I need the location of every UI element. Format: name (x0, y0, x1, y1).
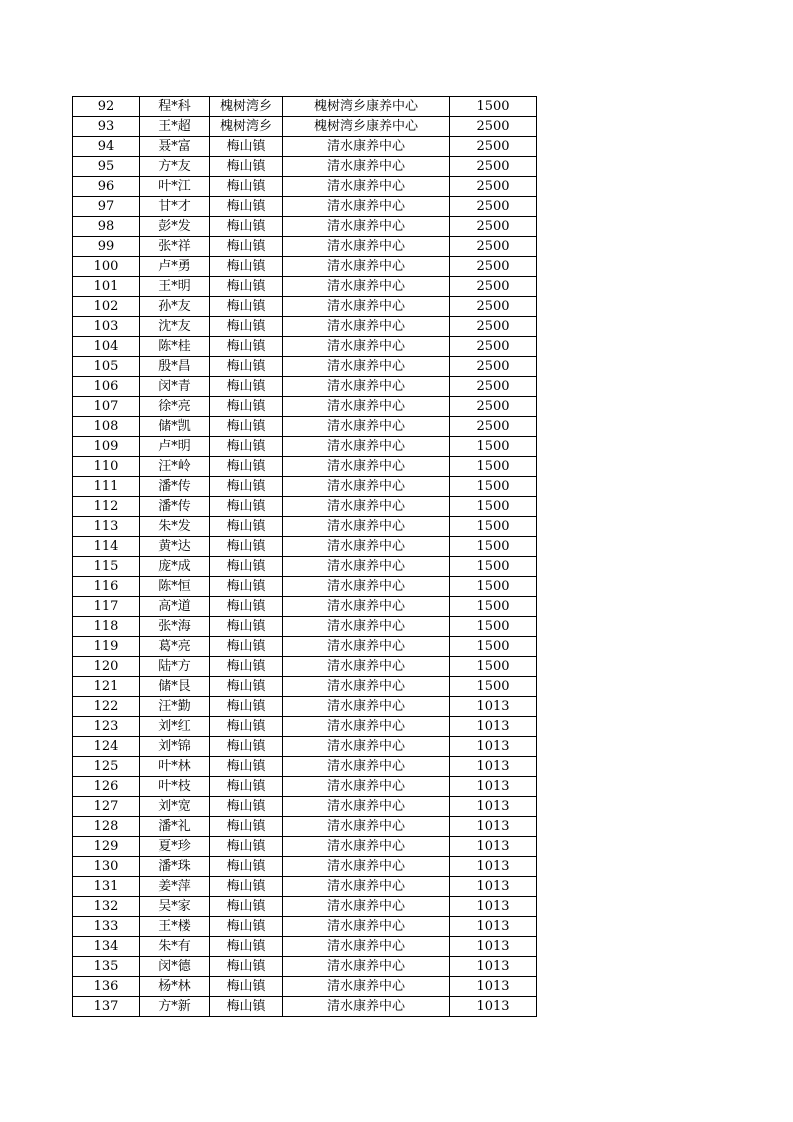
institution-cell: 清水康养中心 (283, 857, 450, 877)
institution-cell: 清水康养中心 (283, 137, 450, 157)
institution-cell: 清水康养中心 (283, 437, 450, 457)
name-cell: 沈*友 (140, 317, 210, 337)
row-number-cell: 134 (73, 937, 140, 957)
amount-cell: 1500 (450, 97, 537, 117)
table-row (73, 357, 537, 377)
name-cell: 潘*珠 (140, 857, 210, 877)
institution-cell: 清水康养中心 (283, 737, 450, 757)
name-cell: 叶*江 (140, 177, 210, 197)
row-number-cell: 99 (73, 237, 140, 257)
town-cell: 梅山镇 (210, 557, 283, 577)
name-cell: 黄*达 (140, 537, 210, 557)
amount-cell: 2500 (450, 157, 537, 177)
institution-cell: 清水康养中心 (283, 497, 450, 517)
amount-cell: 1500 (450, 617, 537, 637)
institution-cell: 清水康养中心 (283, 797, 450, 817)
table-row (73, 177, 537, 197)
town-cell: 梅山镇 (210, 457, 283, 477)
row-number-cell: 132 (73, 897, 140, 917)
amount-cell: 1013 (450, 977, 537, 997)
institution-cell: 清水康养中心 (283, 617, 450, 637)
amount-cell: 2500 (450, 177, 537, 197)
row-number-cell: 129 (73, 837, 140, 857)
row-number-cell: 123 (73, 717, 140, 737)
institution-cell: 清水康养中心 (283, 297, 450, 317)
row-number-cell: 135 (73, 957, 140, 977)
name-cell: 王*超 (140, 117, 210, 137)
town-cell: 梅山镇 (210, 977, 283, 997)
amount-cell: 2500 (450, 337, 537, 357)
amount-cell: 1013 (450, 877, 537, 897)
institution-cell: 清水康养中心 (283, 557, 450, 577)
institution-cell: 清水康养中心 (283, 277, 450, 297)
name-cell: 汪*勤 (140, 697, 210, 717)
amount-cell: 1500 (450, 677, 537, 697)
name-cell: 张*海 (140, 617, 210, 637)
table-row (73, 437, 537, 457)
town-cell: 梅山镇 (210, 277, 283, 297)
institution-cell: 清水康养中心 (283, 577, 450, 597)
town-cell: 梅山镇 (210, 657, 283, 677)
name-cell: 聂*富 (140, 137, 210, 157)
amount-cell: 1500 (450, 437, 537, 457)
amount-cell: 2500 (450, 117, 537, 137)
amount-cell: 1500 (450, 517, 537, 537)
row-number-cell: 96 (73, 177, 140, 197)
name-cell: 刘*宽 (140, 797, 210, 817)
town-cell: 槐树湾乡 (210, 117, 283, 137)
table-row (73, 137, 537, 157)
town-cell: 梅山镇 (210, 637, 283, 657)
name-cell: 庞*成 (140, 557, 210, 577)
town-cell: 梅山镇 (210, 137, 283, 157)
town-cell: 梅山镇 (210, 697, 283, 717)
row-number-cell: 114 (73, 537, 140, 557)
table-row (73, 877, 537, 897)
name-cell: 方*新 (140, 997, 210, 1017)
table-row (73, 917, 537, 937)
amount-cell: 2500 (450, 237, 537, 257)
row-number-cell: 121 (73, 677, 140, 697)
table-row (73, 697, 537, 717)
row-number-cell: 112 (73, 497, 140, 517)
town-cell: 梅山镇 (210, 997, 283, 1017)
row-number-cell: 106 (73, 377, 140, 397)
row-number-cell: 133 (73, 917, 140, 937)
name-cell: 叶*枝 (140, 777, 210, 797)
town-cell: 梅山镇 (210, 317, 283, 337)
amount-cell: 1500 (450, 557, 537, 577)
town-cell: 梅山镇 (210, 197, 283, 217)
amount-cell: 2500 (450, 357, 537, 377)
name-cell: 陆*方 (140, 657, 210, 677)
name-cell: 闵*德 (140, 957, 210, 977)
name-cell: 卢*勇 (140, 257, 210, 277)
row-number-cell: 122 (73, 697, 140, 717)
table-row (73, 617, 537, 637)
town-cell: 梅山镇 (210, 777, 283, 797)
row-number-cell: 101 (73, 277, 140, 297)
name-cell: 闵*青 (140, 377, 210, 397)
row-number-cell: 116 (73, 577, 140, 597)
institution-cell: 清水康养中心 (283, 217, 450, 237)
town-cell: 梅山镇 (210, 897, 283, 917)
institution-cell: 清水康养中心 (283, 377, 450, 397)
name-cell: 殷*昌 (140, 357, 210, 377)
row-number-cell: 110 (73, 457, 140, 477)
name-cell: 王*明 (140, 277, 210, 297)
name-cell: 叶*林 (140, 757, 210, 777)
row-number-cell: 102 (73, 297, 140, 317)
table-row (73, 497, 537, 517)
town-cell: 梅山镇 (210, 417, 283, 437)
row-number-cell: 97 (73, 197, 140, 217)
amount-cell: 1013 (450, 757, 537, 777)
table-row (73, 957, 537, 977)
row-number-cell: 95 (73, 157, 140, 177)
row-number-cell: 119 (73, 637, 140, 657)
town-cell: 梅山镇 (210, 617, 283, 637)
name-cell: 程*科 (140, 97, 210, 117)
institution-cell: 清水康养中心 (283, 477, 450, 497)
name-cell: 朱*发 (140, 517, 210, 537)
row-number-cell: 117 (73, 597, 140, 617)
name-cell: 甘*才 (140, 197, 210, 217)
amount-cell: 1013 (450, 717, 537, 737)
name-cell: 徐*亮 (140, 397, 210, 417)
town-cell: 梅山镇 (210, 717, 283, 737)
row-number-cell: 131 (73, 877, 140, 897)
amount-cell: 1013 (450, 957, 537, 977)
row-number-cell: 126 (73, 777, 140, 797)
amount-cell: 1013 (450, 837, 537, 857)
town-cell: 梅山镇 (210, 237, 283, 257)
row-number-cell: 108 (73, 417, 140, 437)
town-cell: 梅山镇 (210, 297, 283, 317)
amount-cell: 1013 (450, 777, 537, 797)
table-row (73, 997, 537, 1017)
table-row (73, 937, 537, 957)
town-cell: 梅山镇 (210, 597, 283, 617)
town-cell: 梅山镇 (210, 817, 283, 837)
row-number-cell: 111 (73, 477, 140, 497)
name-cell: 潘*传 (140, 497, 210, 517)
table-row (73, 797, 537, 817)
row-number-cell: 98 (73, 217, 140, 237)
name-cell: 张*祥 (140, 237, 210, 257)
table-row (73, 517, 537, 537)
table-row (73, 397, 537, 417)
table-row (73, 117, 537, 137)
document-page (72, 96, 537, 1017)
town-cell: 梅山镇 (210, 537, 283, 557)
table-row (73, 477, 537, 497)
town-cell: 梅山镇 (210, 737, 283, 757)
row-number-cell: 130 (73, 857, 140, 877)
row-number-cell: 109 (73, 437, 140, 457)
institution-cell: 清水康养中心 (283, 837, 450, 857)
town-cell: 梅山镇 (210, 397, 283, 417)
town-cell: 梅山镇 (210, 577, 283, 597)
town-cell: 梅山镇 (210, 497, 283, 517)
institution-cell: 清水康养中心 (283, 197, 450, 217)
town-cell: 梅山镇 (210, 477, 283, 497)
institution-cell: 清水康养中心 (283, 897, 450, 917)
town-cell: 梅山镇 (210, 917, 283, 937)
name-cell: 高*道 (140, 597, 210, 617)
row-number-cell: 113 (73, 517, 140, 537)
institution-cell: 清水康养中心 (283, 757, 450, 777)
amount-cell: 2500 (450, 137, 537, 157)
town-cell: 梅山镇 (210, 177, 283, 197)
row-number-cell: 115 (73, 557, 140, 577)
amount-cell: 2500 (450, 217, 537, 237)
row-number-cell: 92 (73, 97, 140, 117)
row-number-cell: 136 (73, 977, 140, 997)
amount-cell: 1500 (450, 477, 537, 497)
institution-cell: 清水康养中心 (283, 357, 450, 377)
table-row (73, 677, 537, 697)
amount-cell: 1013 (450, 697, 537, 717)
institution-cell: 清水康养中心 (283, 157, 450, 177)
name-cell: 王*楼 (140, 917, 210, 937)
table-row (73, 817, 537, 837)
table-row (73, 657, 537, 677)
institution-cell: 清水康养中心 (283, 977, 450, 997)
table-row (73, 317, 537, 337)
amount-cell: 1013 (450, 737, 537, 757)
town-cell: 梅山镇 (210, 857, 283, 877)
table-row (73, 337, 537, 357)
table-row (73, 557, 537, 577)
name-cell: 陈*恒 (140, 577, 210, 597)
table-row (73, 737, 537, 757)
amount-cell: 1013 (450, 997, 537, 1017)
amount-cell: 2500 (450, 257, 537, 277)
town-cell: 梅山镇 (210, 257, 283, 277)
row-number-cell: 120 (73, 657, 140, 677)
table-row (73, 377, 537, 397)
name-cell: 方*友 (140, 157, 210, 177)
table-row (73, 217, 537, 237)
amount-cell: 2500 (450, 197, 537, 217)
table-row (73, 577, 537, 597)
name-cell: 葛*亮 (140, 637, 210, 657)
table-row (73, 97, 537, 117)
institution-cell: 清水康养中心 (283, 697, 450, 717)
institution-cell: 清水康养中心 (283, 997, 450, 1017)
name-cell: 卢*明 (140, 437, 210, 457)
institution-cell: 清水康养中心 (283, 917, 450, 937)
amount-cell: 2500 (450, 397, 537, 417)
institution-cell: 清水康养中心 (283, 937, 450, 957)
amount-cell: 2500 (450, 377, 537, 397)
table-row (73, 197, 537, 217)
table-row (73, 277, 537, 297)
amount-cell: 1013 (450, 797, 537, 817)
amount-cell: 1500 (450, 597, 537, 617)
subsidy-table (72, 96, 537, 1017)
institution-cell: 清水康养中心 (283, 717, 450, 737)
row-number-cell: 104 (73, 337, 140, 357)
amount-cell: 1500 (450, 537, 537, 557)
amount-cell: 1013 (450, 857, 537, 877)
town-cell: 梅山镇 (210, 157, 283, 177)
amount-cell: 2500 (450, 417, 537, 437)
town-cell: 梅山镇 (210, 517, 283, 537)
table-row (73, 777, 537, 797)
row-number-cell: 100 (73, 257, 140, 277)
row-number-cell: 125 (73, 757, 140, 777)
table-row (73, 837, 537, 857)
row-number-cell: 128 (73, 817, 140, 837)
row-number-cell: 137 (73, 997, 140, 1017)
institution-cell: 槐树湾乡康养中心 (283, 117, 450, 137)
name-cell: 汪*岭 (140, 457, 210, 477)
row-number-cell: 118 (73, 617, 140, 637)
institution-cell: 清水康养中心 (283, 397, 450, 417)
table-row (73, 297, 537, 317)
table-row (73, 417, 537, 437)
name-cell: 储*凯 (140, 417, 210, 437)
town-cell: 梅山镇 (210, 437, 283, 457)
name-cell: 夏*珍 (140, 837, 210, 857)
institution-cell: 清水康养中心 (283, 537, 450, 557)
institution-cell: 槐树湾乡康养中心 (283, 97, 450, 117)
row-number-cell: 105 (73, 357, 140, 377)
amount-cell: 1500 (450, 637, 537, 657)
amount-cell: 1500 (450, 457, 537, 477)
town-cell: 梅山镇 (210, 677, 283, 697)
table-row (73, 237, 537, 257)
town-cell: 梅山镇 (210, 337, 283, 357)
name-cell: 杨*林 (140, 977, 210, 997)
amount-cell: 1013 (450, 817, 537, 837)
amount-cell: 1500 (450, 497, 537, 517)
town-cell: 梅山镇 (210, 957, 283, 977)
row-number-cell: 107 (73, 397, 140, 417)
name-cell: 孙*友 (140, 297, 210, 317)
institution-cell: 清水康养中心 (283, 957, 450, 977)
table-row (73, 157, 537, 177)
amount-cell: 1013 (450, 917, 537, 937)
town-cell: 梅山镇 (210, 937, 283, 957)
name-cell: 彭*发 (140, 217, 210, 237)
institution-cell: 清水康养中心 (283, 677, 450, 697)
table-row (73, 457, 537, 477)
row-number-cell: 124 (73, 737, 140, 757)
institution-cell: 清水康养中心 (283, 457, 450, 477)
table-row (73, 857, 537, 877)
amount-cell: 2500 (450, 297, 537, 317)
institution-cell: 清水康养中心 (283, 877, 450, 897)
table-row (73, 977, 537, 997)
table-row (73, 537, 537, 557)
town-cell: 梅山镇 (210, 797, 283, 817)
institution-cell: 清水康养中心 (283, 637, 450, 657)
amount-cell: 1013 (450, 897, 537, 917)
name-cell: 储*艮 (140, 677, 210, 697)
table-body (73, 97, 537, 1017)
institution-cell: 清水康养中心 (283, 237, 450, 257)
row-number-cell: 93 (73, 117, 140, 137)
row-number-cell: 127 (73, 797, 140, 817)
table-row (73, 717, 537, 737)
amount-cell: 2500 (450, 277, 537, 297)
name-cell: 刘*锦 (140, 737, 210, 757)
institution-cell: 清水康养中心 (283, 517, 450, 537)
amount-cell: 2500 (450, 317, 537, 337)
town-cell: 梅山镇 (210, 217, 283, 237)
institution-cell: 清水康养中心 (283, 597, 450, 617)
institution-cell: 清水康养中心 (283, 657, 450, 677)
institution-cell: 清水康养中心 (283, 177, 450, 197)
amount-cell: 1500 (450, 657, 537, 677)
town-cell: 槐树湾乡 (210, 97, 283, 117)
table-row (73, 897, 537, 917)
row-number-cell: 94 (73, 137, 140, 157)
town-cell: 梅山镇 (210, 757, 283, 777)
institution-cell: 清水康养中心 (283, 337, 450, 357)
table-row (73, 637, 537, 657)
amount-cell: 1013 (450, 937, 537, 957)
table-row (73, 757, 537, 777)
amount-cell: 1500 (450, 577, 537, 597)
table-row (73, 597, 537, 617)
town-cell: 梅山镇 (210, 377, 283, 397)
name-cell: 吴*家 (140, 897, 210, 917)
town-cell: 梅山镇 (210, 877, 283, 897)
name-cell: 朱*有 (140, 937, 210, 957)
town-cell: 梅山镇 (210, 837, 283, 857)
institution-cell: 清水康养中心 (283, 417, 450, 437)
name-cell: 姜*萍 (140, 877, 210, 897)
name-cell: 陈*桂 (140, 337, 210, 357)
name-cell: 潘*传 (140, 477, 210, 497)
institution-cell: 清水康养中心 (283, 817, 450, 837)
town-cell: 梅山镇 (210, 357, 283, 377)
table-row (73, 257, 537, 277)
institution-cell: 清水康养中心 (283, 317, 450, 337)
row-number-cell: 103 (73, 317, 140, 337)
name-cell: 刘*红 (140, 717, 210, 737)
institution-cell: 清水康养中心 (283, 777, 450, 797)
name-cell: 潘*礼 (140, 817, 210, 837)
institution-cell: 清水康养中心 (283, 257, 450, 277)
